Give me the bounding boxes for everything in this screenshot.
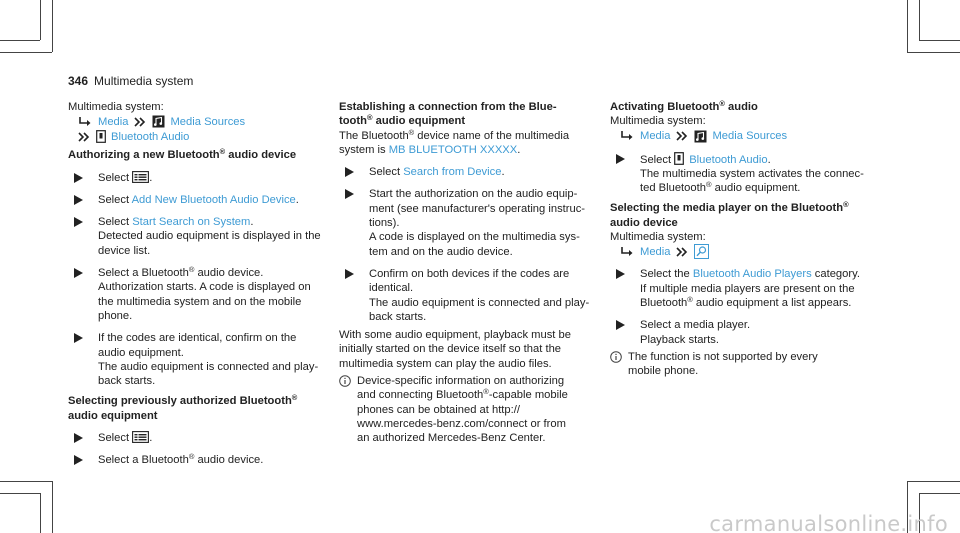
link-bluetooth-audio[interactable]: Bluetooth Audio [689, 153, 768, 166]
step-item: Select Add New Bluetooth Audio Device. [68, 193, 318, 207]
media-sources-icon [694, 130, 707, 143]
step-triangle-icon [616, 152, 628, 164]
step-triangle-icon [74, 266, 86, 278]
crop-mark [0, 52, 52, 53]
info-icon [610, 351, 622, 363]
info-note: Device-specific information on authorizing and connecting Bluetooth®-capable mobile phones can be obtained at http:// www.mercedes-benz.com/connect or from an authorized Mercedes-Benz Center. [339, 374, 589, 445]
media-sources-icon [152, 115, 165, 128]
menu-list-icon [132, 431, 149, 443]
crop-mark [919, 0, 920, 40]
page-number: 346 [68, 74, 89, 88]
double-chevron-icon [676, 247, 688, 257]
crop-mark [40, 493, 41, 533]
step-triangle-icon [74, 331, 86, 343]
nav-media[interactable]: Media [640, 129, 671, 142]
step-triangle-icon [74, 215, 86, 227]
step-item: Select . [68, 431, 318, 445]
crop-mark [907, 481, 960, 482]
intro-text: Multimedia system: [68, 101, 164, 113]
column-left [68, 100, 321, 468]
crop-mark [919, 493, 960, 494]
nav-path [610, 244, 872, 259]
nav-bluetooth-audio[interactable]: Bluetooth Audio [111, 130, 190, 143]
step-item: Start the authorization on the audio equip- ment (see manufacturer's operating instruc- tions). A code is displayed on the multimedia sys- tem and on the audio device. [339, 187, 589, 258]
double-chevron-icon [134, 117, 146, 127]
phone-icon [674, 152, 684, 165]
nav-media-sources[interactable]: Media Sources [712, 129, 788, 142]
crop-mark [0, 40, 40, 41]
page-header [68, 74, 193, 88]
step-item: Select Start Search on System. Detected audio equipment is displayed in the device list. [68, 215, 318, 258]
double-chevron-icon [676, 131, 688, 141]
link-add-new-bt-device[interactable]: Add New Bluetooth Audio Device [131, 193, 296, 206]
crop-mark [0, 481, 52, 482]
heading-select-previous-2: audio equipment [68, 409, 158, 422]
nav-media-sources[interactable]: Media Sources [170, 115, 246, 128]
heading-activate-bt-audio: Activating Bluetooth® audio [610, 99, 758, 113]
step-item: Select Bluetooth Audio. The multimedia system activates the connec- ted Bluetooth® audio equipment. [610, 152, 872, 196]
crop-mark [907, 0, 908, 52]
heading-authorize-new: Authorizing a new Bluetooth® audio device [68, 147, 297, 162]
nav-path [68, 129, 318, 144]
watermark: carmanualsonline.info [709, 511, 948, 533]
crop-mark [907, 52, 960, 53]
nav-media[interactable]: Media [640, 245, 671, 258]
crop-mark [52, 0, 53, 52]
heading-establish-connection-2: tooth® audio equipment [339, 113, 466, 128]
device-name-value: MB BLUETOOTH XXXXX [388, 143, 518, 156]
step-triangle-icon [616, 318, 628, 330]
step-triangle-icon [345, 267, 357, 279]
step-item: If the codes are identical, confirm on the audio equipment. The audio equipment is connected and play- back starts. [68, 331, 318, 388]
crop-mark [0, 493, 40, 494]
section-title: Multimedia system [94, 74, 194, 88]
link-bt-audio-players[interactable]: Bluetooth Audio Players [692, 268, 812, 281]
heading-select-previous: Selecting previously authorized Bluetooth® [68, 393, 298, 408]
column-right: Activating Bluetooth® audio Multimedia system: Media Media Sources Select Bluetooth Audio. The multimedia system activates the connec- ted Bluetooth® audio equipment. Selecting the media player on the Bluetooth® audio device Multimedia system: Media Select the Bluetooth Audio Players category. If multiple media players are present on the Bluetooth® audio equipment a list appears. Select a media player. Playback starts. The function is not supported by every mobile phone. [610, 100, 872, 378]
step-triangle-icon [74, 431, 86, 443]
crop-mark [52, 481, 53, 533]
step-triangle-icon [74, 171, 86, 183]
info-note: The function is not supported by every mobile phone. [610, 350, 872, 379]
crop-mark [40, 0, 41, 40]
double-chevron-icon [78, 132, 90, 142]
phone-icon [96, 130, 106, 143]
step-triangle-icon [345, 165, 357, 177]
link-search-from-device[interactable]: Search from Device [403, 166, 502, 179]
step-item: Select a Bluetooth® audio device. Authorization starts. A code is displayed on the multimedia system and on the mobile phone. [68, 266, 318, 323]
info-icon [339, 375, 351, 387]
step-triangle-icon [74, 193, 86, 205]
nav-path [68, 114, 318, 129]
heading-select-media-player: Selecting the media player on the Bluetooth® [610, 200, 849, 215]
arrow-right-turn-icon [78, 116, 92, 128]
step-item: Select Search from Device. [339, 165, 589, 179]
nav-media[interactable]: Media [98, 115, 129, 128]
step-item: Select a Bluetooth® audio device. [68, 453, 318, 467]
nav-path [610, 129, 872, 144]
menu-list-icon [132, 171, 149, 183]
step-triangle-icon [74, 453, 86, 465]
step-triangle-icon [345, 187, 357, 199]
step-item: Select a media player. Playback starts. [610, 318, 872, 347]
crop-mark [919, 40, 960, 41]
arrow-right-turn-icon [620, 130, 634, 142]
step-item: Select the Bluetooth Audio Players category. If multiple media players are present on the Bluetooth® audio equipment a list appears. [610, 267, 872, 310]
search-icon [694, 244, 709, 259]
column-middle: Establishing a connection from the Blue- tooth® audio equipment The Bluetooth® device name of the multimedia system is MB BLUETOOTH XXXXX. Select Search from Device. Start the authorization on the audio equip- ment (see manufacturer's operating instruc- tions). A code is displayed on the multimedia sys- tem and on the audio device. Confirm on both devices if the codes are identical. The audio equipment is connected and play- back starts. With some audio equipment, playback must be initially started on the device itself so that the multimedia system can play the audio files. Device-specific information on authorizing and connecting Bluetooth®-capable mobile phones can be obtained at http:// www.mercedes-benz.com/connect or from an authorized Mercedes-Benz Center. [339, 101, 590, 445]
arrow-right-turn-icon [620, 246, 634, 258]
link-start-search[interactable]: Start Search on System [132, 216, 251, 229]
step-item: Select . [68, 171, 318, 185]
step-item: Confirm on both devices if the codes are identical. The audio equipment is connected and play- back starts. [339, 267, 589, 324]
heading-establish-connection: Establishing a connection from the Blue- [339, 101, 557, 113]
step-triangle-icon [616, 267, 628, 279]
heading-select-media-player-2: audio device [610, 216, 678, 229]
